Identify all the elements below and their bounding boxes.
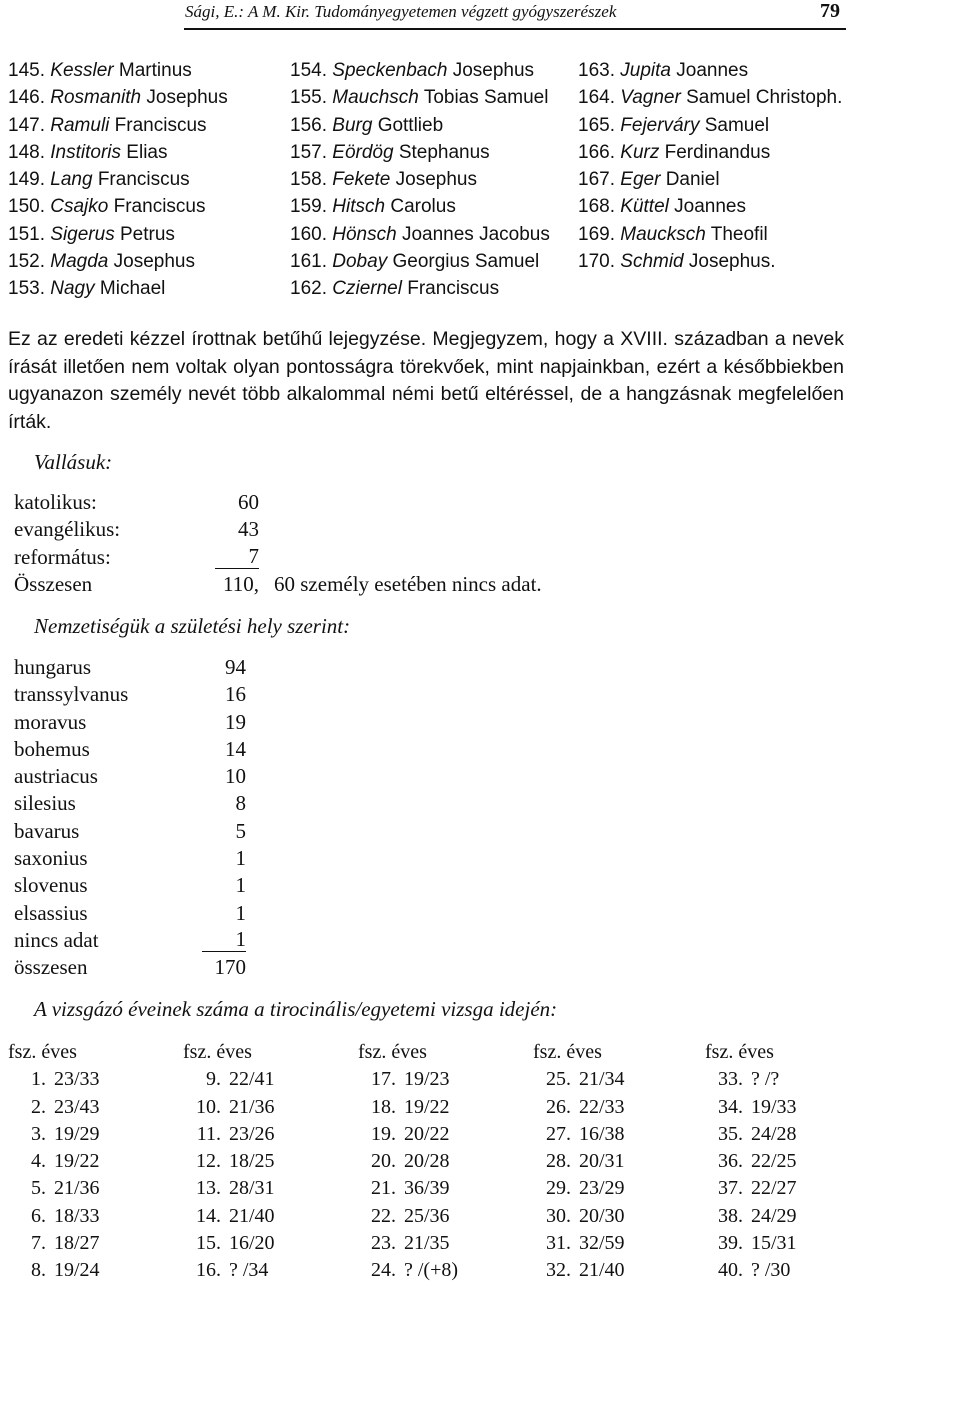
ages-column-header: fsz. éves (705, 1041, 774, 1063)
entry-number: 145. (8, 60, 45, 81)
ages-serial: 33. (718, 1068, 743, 1091)
entry-number: 153. (8, 278, 45, 300)
ages-row (183, 1121, 343, 1148)
ages-value: 20/30 (579, 1204, 625, 1227)
ages-serial: 38. (718, 1204, 743, 1227)
ages-column (358, 1039, 518, 1285)
ages-value: 19/24 (54, 1259, 100, 1282)
row-value: 1 (202, 927, 247, 952)
name-entry (8, 193, 228, 220)
entry-number: 168. (578, 196, 615, 218)
entry-number: 164. (578, 87, 615, 109)
entry-surname: Dobay (332, 251, 388, 273)
entry-given-name: Theofil (710, 223, 768, 245)
nationality-total-row (14, 954, 246, 981)
ages-serial: 24. (371, 1259, 396, 1282)
entry-number: 146. (8, 87, 45, 109)
entry-number: 158. (290, 169, 327, 191)
nationality-row (14, 736, 246, 763)
ages-value: 21/40 (229, 1204, 275, 1227)
ages-value: ? /30 (751, 1259, 791, 1282)
entry-surname: Mauchsch (332, 87, 419, 109)
ages-serial: 4. (31, 1150, 46, 1173)
ages-value: 19/33 (751, 1095, 797, 1118)
row-label: evangélikus: (14, 517, 121, 542)
running-header-title: Sági, E.: A M. Kir. Tudományegyetemen végzett gyógyszerészek (185, 2, 617, 21)
row-label: elsassius (14, 900, 88, 925)
entry-surname: Hönsch (332, 223, 397, 245)
ages-value: 21/40 (579, 1259, 625, 1282)
entry-number: 157. (290, 141, 327, 163)
entry-given-name: Josephus (452, 60, 535, 81)
ages-value: 36/39 (404, 1177, 450, 1200)
ages-row (358, 1175, 518, 1202)
row-label: slovenus (14, 873, 88, 898)
ages-serial: 22. (371, 1204, 396, 1227)
ages-row (358, 1230, 518, 1257)
ages-value: 19/22 (404, 1095, 450, 1118)
nationality-row (14, 872, 246, 899)
entry-given-name: Franciscus (97, 169, 190, 191)
religion-total-value: 110, (223, 571, 259, 596)
ages-serial: 14. (196, 1204, 221, 1227)
entry-given-name: Samuel (704, 114, 770, 136)
religion-row (14, 489, 259, 516)
entry-number: 147. (8, 114, 45, 136)
row-label: katolikus: (14, 490, 97, 514)
ages-serial: 2. (31, 1095, 46, 1118)
entry-given-name: Franciscus (114, 114, 207, 136)
entry-given-name: Joannes Jacobus (401, 223, 550, 245)
ages-row (358, 1203, 518, 1230)
entry-given-name: Georgius Samuel (392, 251, 540, 273)
ages-row (183, 1094, 343, 1121)
names-column-3 (578, 57, 842, 275)
entry-number: 169. (578, 223, 615, 245)
name-entry (578, 139, 842, 166)
name-entry (290, 166, 550, 193)
ages-serial: 6. (31, 1204, 46, 1227)
ages-value: 20/31 (579, 1150, 625, 1173)
ages-serial: 8. (31, 1259, 46, 1282)
name-entry (578, 221, 842, 248)
entry-given-name: Michael (99, 278, 166, 300)
ages-row (705, 1148, 865, 1175)
ages-row (533, 1121, 693, 1148)
religion-total-note: 60 személy esetében nincs adat. (274, 571, 542, 596)
entry-given-name: Josephus (395, 169, 477, 191)
ages-value: 18/27 (54, 1232, 100, 1255)
name-entry (290, 139, 550, 166)
row-label: hungarus (14, 655, 91, 679)
ages-title: A vizsgázó éveinek száma a tirocinális/egyetemi vizsga idején: (34, 997, 558, 1021)
ages-row (8, 1257, 168, 1284)
ages-value: 23/29 (579, 1177, 625, 1200)
ages-row (705, 1066, 865, 1093)
ages-serial: 3. (31, 1122, 46, 1145)
ages-serial: 37. (718, 1177, 743, 1200)
ages-row (8, 1094, 168, 1121)
ages-serial: 40. (718, 1259, 743, 1282)
ages-serial: 26. (546, 1095, 571, 1118)
entry-surname: Fekete (332, 169, 391, 191)
ages-row (8, 1066, 168, 1093)
ages-row (533, 1230, 693, 1257)
ages-serial: 25. (546, 1068, 571, 1091)
ages-value: 24/28 (751, 1122, 797, 1145)
entry-number: 170. (578, 251, 615, 273)
entry-given-name: Josephus (113, 251, 195, 273)
name-entry (8, 139, 228, 166)
row-label: austriacus (14, 764, 98, 789)
entry-given-name: Daniel (665, 169, 720, 191)
nationality-row (14, 709, 246, 736)
name-entry (8, 248, 228, 275)
entry-given-name: Josephus. (688, 251, 776, 273)
nationality-title: Nemzetiségük a születési hely szerint: (34, 614, 351, 638)
ages-row (8, 1230, 168, 1257)
entry-surname: Küttel (620, 196, 669, 218)
entry-number: 160. (290, 223, 327, 245)
name-entry (8, 221, 228, 248)
entry-number: 163. (578, 60, 615, 81)
ages-row (705, 1175, 865, 1202)
ages-value: 32/59 (579, 1232, 625, 1255)
ages-row (358, 1094, 518, 1121)
name-entry (8, 84, 228, 111)
row-label: transsylvanus (14, 682, 129, 707)
ages-column (705, 1039, 865, 1285)
name-entry (578, 112, 842, 139)
ages-serial: 36. (718, 1150, 743, 1173)
row-value: 1 (235, 873, 246, 898)
ages-row (533, 1094, 693, 1121)
religion-row (14, 516, 259, 543)
entry-given-name: Franciscus (113, 196, 206, 218)
entry-surname: Hitsch (332, 196, 386, 218)
ages-serial: 5. (31, 1177, 46, 1200)
row-value: 5 (235, 818, 246, 843)
nationality-total-value: 170 (214, 955, 246, 980)
ages-row (705, 1203, 865, 1230)
ages-row (183, 1230, 343, 1257)
ages-value: 23/26 (229, 1122, 275, 1145)
entry-surname: Rosmanith (50, 87, 142, 109)
ages-value: ? /34 (229, 1259, 269, 1282)
row-value: 8 (235, 791, 246, 816)
names-column-1 (8, 57, 228, 303)
ages-row (705, 1121, 865, 1148)
nationality-total-label: összesen (14, 955, 88, 980)
ages-value: 20/28 (404, 1150, 450, 1173)
name-entry (578, 193, 842, 220)
ages-value: 20/22 (404, 1122, 450, 1145)
entry-surname: Burg (332, 114, 373, 136)
ages-row (8, 1203, 168, 1230)
ages-serial: 1. (31, 1068, 46, 1091)
name-entry (578, 166, 842, 193)
entry-surname: Sigerus (50, 223, 115, 245)
entry-number: 162. (290, 278, 327, 300)
header-rule (184, 28, 846, 30)
name-entry (8, 275, 228, 302)
row-value: 60 (238, 490, 259, 514)
ages-serial: 28. (546, 1150, 571, 1173)
ages-row (8, 1121, 168, 1148)
nationality-row (14, 681, 246, 708)
ages-value: 18/25 (229, 1150, 275, 1173)
ages-column-header: fsz. éves (358, 1041, 427, 1063)
ages-serial: 18. (371, 1095, 396, 1118)
row-value: 1 (235, 900, 246, 925)
name-entry (290, 193, 550, 220)
ages-serial: 39. (718, 1232, 743, 1255)
ages-serial: 7. (31, 1232, 46, 1255)
row-label: bohemus (14, 736, 90, 761)
ages-value: 21/36 (54, 1177, 100, 1200)
entry-given-name: Franciscus (407, 278, 500, 300)
ages-column (8, 1039, 168, 1285)
nationality-row (14, 900, 246, 927)
ages-serial: 27. (546, 1122, 571, 1145)
name-entry (8, 112, 228, 139)
entry-surname: Maucksch (620, 223, 706, 245)
nationality-row (14, 927, 246, 954)
ages-row (358, 1257, 518, 1284)
entry-number: 167. (578, 169, 615, 191)
ages-serial: 29. (546, 1177, 571, 1200)
entry-surname: Speckenbach (332, 60, 448, 81)
ages-row (533, 1203, 693, 1230)
ages-value: 18/33 (54, 1204, 100, 1227)
entry-given-name: Ferdinandus (664, 141, 771, 163)
religion-total-label: Összesen (14, 571, 93, 596)
entry-surname: Fejerváry (620, 114, 700, 136)
entry-number: 148. (8, 141, 45, 163)
ages-value: 16/20 (229, 1232, 275, 1255)
ages-serial: 10. (196, 1095, 221, 1118)
entry-number: 154. (290, 60, 327, 81)
ages-row (533, 1148, 693, 1175)
ages-serial: 34. (718, 1095, 743, 1118)
ages-row (705, 1257, 865, 1284)
entry-given-name: Tobias Samuel (423, 87, 549, 109)
name-entry (290, 248, 550, 275)
entry-surname: Schmid (620, 251, 684, 273)
ages-row (358, 1148, 518, 1175)
ages-serial: 16. (196, 1259, 221, 1282)
entry-given-name: Petrus (119, 223, 175, 245)
ages-value: 21/35 (404, 1232, 450, 1255)
nationality-row (14, 790, 246, 817)
name-entry (290, 57, 550, 84)
names-column-2 (290, 57, 550, 303)
row-value: 43 (238, 517, 259, 542)
entry-number: 165. (578, 114, 615, 136)
nationality-row (14, 654, 246, 681)
ages-serial: 11. (196, 1122, 221, 1145)
ages-column (533, 1039, 693, 1285)
row-label: bavarus (14, 818, 80, 843)
entry-number: 149. (8, 169, 45, 191)
entry-surname: Magda (50, 251, 109, 273)
row-value: 16 (225, 682, 246, 707)
ages-value: 22/41 (229, 1068, 275, 1091)
nationality-row (14, 763, 246, 790)
religion-row (14, 544, 259, 571)
ages-column-header: fsz. éves (533, 1041, 602, 1063)
ages-value: ? /(+8) (404, 1259, 459, 1282)
ages-row (358, 1066, 518, 1093)
entry-surname: Lang (50, 169, 93, 191)
entry-given-name: Josephus (146, 87, 228, 109)
row-label: saxonius (14, 846, 88, 871)
body-paragraph: Ez az eredeti kézzel írottnak betűhű lejegyzése. Megjegyzem, hogy a XVIII. században a nevek írását illetően nem voltak olyan pontosságra törekvőek, mint napjainkban, ezért a későbbiekben ugyanazon személy nevét több alkalommal némi betű eltéréssel, de a hangzásnak megfelelően írták. (8, 328, 844, 433)
row-label: silesius (14, 791, 76, 816)
nationality-table (14, 654, 246, 982)
ages-value: 21/36 (229, 1095, 275, 1118)
row-label: nincs adat (14, 927, 99, 952)
entry-number: 161. (290, 251, 327, 273)
ages-row (183, 1203, 343, 1230)
name-entry (290, 221, 550, 248)
entry-number: 155. (290, 87, 327, 109)
entry-number: 150. (8, 196, 45, 218)
name-entry (8, 57, 228, 84)
ages-row (183, 1148, 343, 1175)
ages-value: 22/33 (579, 1095, 625, 1118)
entry-given-name: Stephanus (398, 141, 490, 163)
nationality-row (14, 818, 246, 845)
ages-row (705, 1094, 865, 1121)
entry-number: 151. (8, 223, 45, 245)
ages-value: 15/31 (751, 1232, 797, 1255)
entry-number: 152. (8, 251, 45, 273)
ages-value: 28/31 (229, 1177, 275, 1200)
row-value: 1 (235, 846, 246, 871)
entry-number: 159. (290, 196, 327, 218)
ages-value: 22/25 (751, 1150, 797, 1173)
entry-given-name: Carolus (390, 196, 456, 218)
name-entry (578, 84, 842, 111)
entry-surname: Cziernel (332, 278, 402, 300)
ages-value: 25/36 (404, 1204, 450, 1227)
row-value: 94 (225, 655, 246, 679)
entry-given-name: Martinus (118, 60, 192, 81)
entry-surname: Kurz (620, 141, 660, 163)
ages-row (358, 1121, 518, 1148)
ages-row (533, 1175, 693, 1202)
ages-value: 19/23 (404, 1068, 450, 1091)
ages-row (8, 1148, 168, 1175)
entry-surname: Ramuli (50, 114, 110, 136)
ages-value: 23/43 (54, 1095, 100, 1118)
entry-surname: Institoris (50, 141, 122, 163)
entry-given-name: Joannes (676, 60, 749, 81)
ages-row (533, 1066, 693, 1093)
row-value: 19 (225, 709, 246, 734)
ages-serial: 35. (718, 1122, 743, 1145)
row-value: 14 (225, 736, 246, 761)
ages-value: 23/33 (54, 1068, 100, 1091)
ages-column-header: fsz. éves (183, 1041, 252, 1063)
ages-row (183, 1066, 343, 1093)
row-label: református: (14, 544, 111, 569)
ages-row (183, 1257, 343, 1284)
name-entry (8, 166, 228, 193)
row-label: moravus (14, 709, 87, 734)
entry-given-name: Gottlieb (377, 114, 444, 136)
religion-title: Vallásuk: (34, 450, 113, 474)
entry-number: 166. (578, 141, 615, 163)
religion-total-row (14, 571, 542, 598)
ages-value: 24/29 (751, 1204, 797, 1227)
ages-column (183, 1039, 343, 1285)
name-entry (290, 275, 550, 302)
nationality-row (14, 845, 246, 872)
entry-given-name: Joannes (674, 196, 746, 218)
entry-surname: Vagner (620, 87, 681, 109)
ages-serial: 21. (371, 1177, 396, 1200)
ages-serial: 13. (196, 1177, 221, 1200)
ages-serial: 12. (196, 1150, 221, 1173)
page-number: 79 (820, 0, 840, 22)
ages-serial: 17. (371, 1068, 396, 1091)
entry-given-name: Samuel Christoph. (686, 87, 843, 109)
ages-serial: 20. (371, 1150, 396, 1173)
ages-serial: 30. (546, 1204, 571, 1227)
name-entry (290, 112, 550, 139)
entry-number: 156. (290, 114, 327, 136)
ages-serial: 23. (371, 1232, 396, 1255)
ages-serial: 19. (371, 1122, 396, 1145)
ages-value: 19/22 (54, 1150, 100, 1173)
religion-table (14, 489, 542, 598)
ages-value: 21/34 (579, 1068, 625, 1091)
ages-row (183, 1175, 343, 1202)
ages-column-header: fsz. éves (8, 1041, 77, 1063)
entry-surname: Kessler (50, 60, 114, 81)
entry-surname: Jupita (620, 60, 671, 81)
ages-value: ? /? (751, 1068, 780, 1091)
ages-value: 16/38 (579, 1122, 625, 1145)
ages-row (533, 1257, 693, 1284)
entry-surname: Eördög (332, 141, 394, 163)
entry-surname: Nagy (50, 278, 95, 300)
ages-value: 19/29 (54, 1122, 100, 1145)
row-value: 10 (225, 764, 246, 789)
entry-surname: Eger (620, 169, 661, 191)
ages-serial: 32. (546, 1259, 571, 1282)
ages-serial: 9. (206, 1068, 221, 1091)
name-entry (578, 57, 842, 84)
ages-row (8, 1175, 168, 1202)
ages-serial: 15. (196, 1232, 221, 1255)
row-value: 7 (215, 544, 260, 569)
name-entry (290, 84, 550, 111)
name-entry (578, 248, 842, 275)
ages-serial: 31. (546, 1232, 571, 1255)
entry-given-name: Elias (126, 141, 168, 163)
ages-row (705, 1230, 865, 1257)
entry-surname: Csajko (50, 196, 109, 218)
ages-value: 22/27 (751, 1177, 797, 1200)
